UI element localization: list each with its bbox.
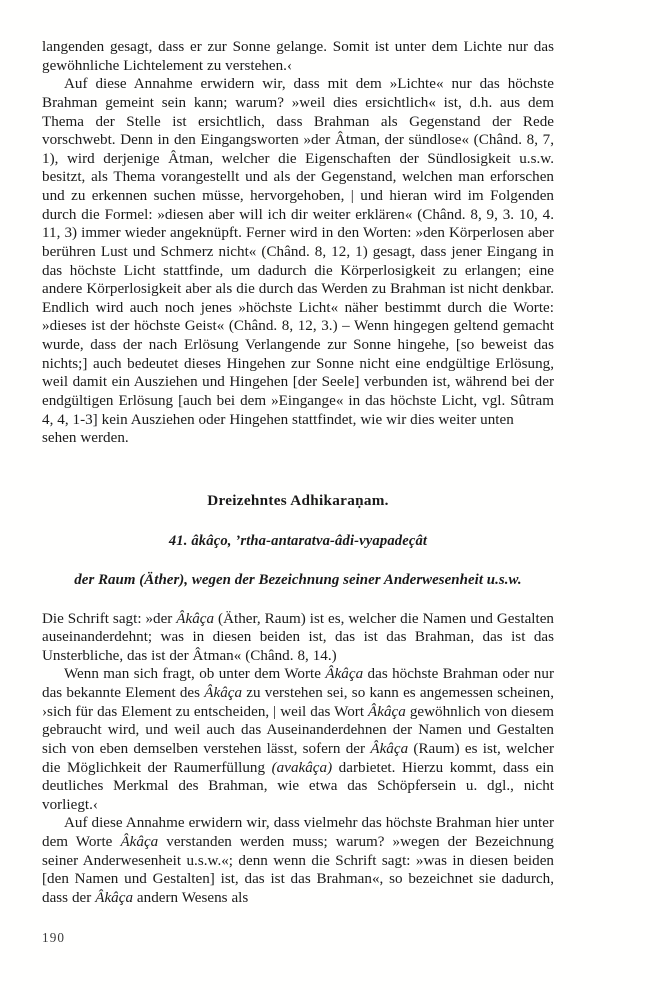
text-run: Auf diese Annahme erwidern wir, dass vielmehr das höchste Brahman hier unter dem Worte <box>42 815 554 851</box>
page-number: 190 <box>42 930 66 945</box>
text-run: andern Wesens als <box>133 889 249 906</box>
paragraph-closing-line: sehen werden. <box>42 430 129 447</box>
spacer-before-heading <box>42 448 554 492</box>
text-run: darbietet. Hierzu kommt, dass ein deutliches Merkmal des Brahman, wie etwa das Schöpfersein u. dgl., nicht vorliegt.‹ <box>42 759 554 813</box>
sanskrit-term-akaca: Âkâça <box>95 889 134 906</box>
text-run: Wenn man sich fragt, ob unter dem Worte <box>64 666 326 683</box>
sanskrit-term-akaca: Âkâça <box>370 740 409 757</box>
text-run: zu verstehen sei, so kann es angemessen scheinen, ›sich für das Element zu entscheiden, | weil das Wort <box>42 685 554 720</box>
sanskrit-term-akaca: Âkâça <box>120 834 159 851</box>
text-run: (Raum) es ist, welcher die Möglichkeit der Raumerfüllung <box>42 740 555 776</box>
sanskrit-term-akaca: Âkâça <box>368 703 406 720</box>
text-run: Die Schrift sagt: »der <box>42 610 177 627</box>
sanskrit-term-akaca: Âkâça <box>325 666 364 683</box>
spacer-subtitle-body <box>42 590 554 610</box>
page-text-block <box>42 38 554 908</box>
paragraph-auf-diese-annahme-erwidern <box>42 814 554 907</box>
sanskrit-term-avakaca: (avakâça) <box>271 759 333 776</box>
paragraph-continuation: langenden gesagt, dass er zur Sonne gelange. Somit ist unter dem Lichte nur das gewöhnliche Lichtelement zu verstehen.‹ <box>42 39 554 74</box>
text-run: (Äther, Raum) ist es, welcher die Namen und Gestalten auseinanderdehnt; was in diesen beiden ist, das ist das Brahman, das ist das Unsterbliche, das ist der Âtman« (Chând. 8, 14.) <box>42 610 554 664</box>
section-heading-adhikaranam: Dreizehntes Adhikaraṇam. <box>207 491 389 509</box>
spacer-heading-sutra <box>42 510 554 532</box>
paragraph-auf-diese-annahme: Auf diese Annahme erwidern wir, dass mit dem »Lichte« nur das höchste Brahman gemeint sein kann; warum? »weil dies ersichtlich« ist, d.h. aus dem Thema der Stelle ist ersichtlich, dass Brahman als Gegenstand der Rede vorschwebt. Denn in den Eingangsworten »der Âtman, der sündlose« (Chând. 8, 7, 1), wird derjenige Âtman, welcher die Eigenschaften der Sündlosigkeit u.s.w. besitzt, als Thema vorangestellt und als der Gegenstand, welchen man erforschen und zu erkennen suchen müsse, hervorgehoben, | und hieran wird im Folgenden durch die Formel: »diesen aber will ich dir weiter erklären« (Chând. 8, 9, 3. 10, 4. 11, 3) immer wieder angeknüpft. Ferner wird in den Worten: »den Körperlosen aber berühren Lust und Schmerz nicht« (Chând. 8, 12, 1) gesagt, dass jener Eingang in das höchste Licht stattfinde, um dadurch die Körperlosigkeit zu erlangen; eine andere Körperlosigkeit aber als die durch das Werden zu Brahman ist nicht denkbar. Endlich wird auch noch jenes »höchste Licht« näher bestimmt durch die Worte: »dieses ist der höchste Geist« (Chând. 8, 12, 3.) – Wenn hingegen geltend gemacht wurde, dass der nach Erlösung Verlangende zur Sonne hingehe, [so beweist das nichts;] auch bedeutet dieses Hingehen zur Sonne nicht eine endgültige Erlösung, weil damit ein Ausziehen und Hingehen [der Seele] verbunden ist, während bei der endgültigen Erlösung [auch bei dem »Eingange« in das höchste Licht, vgl. Sûtram 4, 4, 1-3] kein Ausziehen oder Hingehen stattfindet, wie wir dies weiter unten <box>42 76 554 428</box>
text-run: gewöhnlich von diesem gebraucht wird, und weil auch das Auseinanderdehnen der Namen und Gestalten sich von eben demselben verstehen lässt, sofern der <box>42 703 554 757</box>
text-run: das höchste Brahman oder nur das bekannte Element des <box>42 666 554 702</box>
sanskrit-term-akaca: Âkâça <box>176 610 215 627</box>
text-run: verstanden werden muss; warum? »wegen der Bezeichnung seiner Anderwesenheit u.s.w.«; denn wenn die Schrift sagt: »was in diesen beiden [den Namen und Gestalten] ist, das ist das Brahman«, so bezeichnet sie dadurch, dass der <box>42 834 554 906</box>
spacer-sutra-subtitle <box>42 551 554 571</box>
paragraph-die-schrift-sagt <box>42 610 554 666</box>
sanskrit-term-akaca: Âkâça <box>204 685 243 702</box>
sutra-translation-subtitle: der Raum (Äther), wegen der Bezeichnung seiner Anderwesenheit u.s.w. <box>74 571 522 588</box>
sutra-text-sanskrit: 41. âkâço, ’rtha-antaratva-âdi-vyapadeçât <box>168 533 428 550</box>
paragraph-wenn-man-sich-fragt <box>42 665 554 814</box>
